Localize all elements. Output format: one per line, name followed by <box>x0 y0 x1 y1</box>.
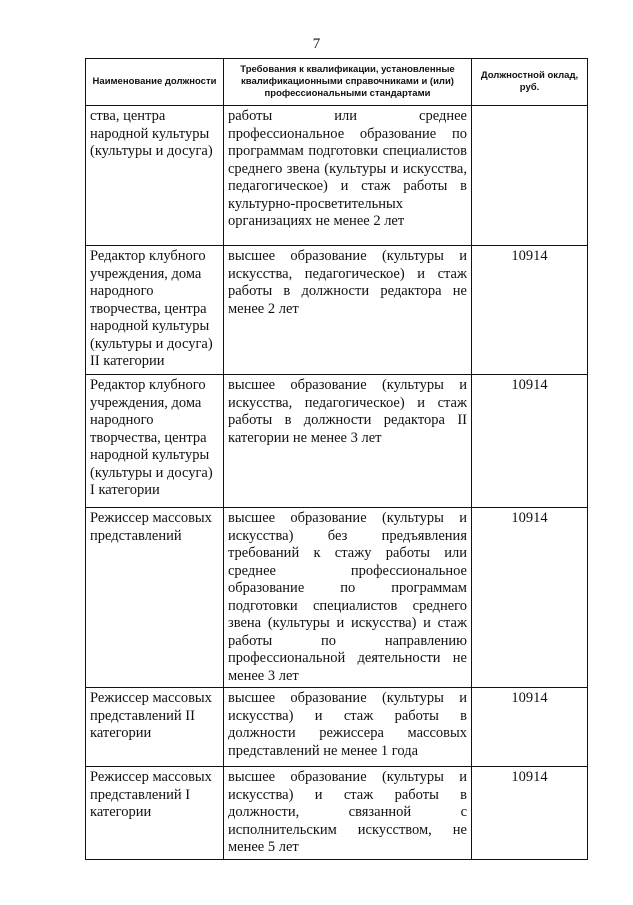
salary-cell: 10914 <box>472 508 588 688</box>
position-cell: Режиссер массовых представлений II категории <box>86 688 224 767</box>
requirements-cell: высшее образование (культуры и искусства) и стаж работы в должности, связанной с исполнительским искусством, не менее 5 лет <box>224 767 472 860</box>
requirements-cell: высшее образование (культуры и искусства) без предъявления требований к стажу работы или среднее профессиональное образование по программам подготовки специалистов среднего звена (культуры и искусства) и стаж работы по направлению профессиональной деятельности не менее 3 лет <box>224 508 472 688</box>
table-row <box>86 246 588 375</box>
salary-cell: 10914 <box>472 375 588 508</box>
table-row <box>86 767 588 860</box>
table-row <box>86 688 588 767</box>
header-position: Наименование должности <box>86 59 224 106</box>
position-cell: Редактор клубного учреждения, дома народного творчества, центра народной культуры (культуры и досуга) II категории <box>86 246 224 375</box>
position-cell: ства, центра народной культуры (культуры и досуга) <box>86 106 224 246</box>
requirements-cell: высшее образование (культуры и искусства) и стаж работы в должности режиссера массовых представлений не менее 1 года <box>224 688 472 767</box>
position-cell: Режиссер массовых представлений I категории <box>86 767 224 860</box>
position-cell: Режиссер массовых представлений <box>86 508 224 688</box>
requirements-cell: работы или среднее профессиональное образование по программам подготовки специалистов среднего звена (культуры и искусства, педагогическое) и стаж работы в культурно-просветительных организациях не менее 2 лет <box>224 106 472 246</box>
salary-cell: 10914 <box>472 246 588 375</box>
table-row <box>86 508 588 688</box>
requirements-cell: высшее образование (культуры и искусства, педагогическое) и стаж работы в должности редактора не менее 2 лет <box>224 246 472 375</box>
positions-table <box>85 58 588 860</box>
position-cell: Редактор клубного учреждения, дома народного творчества, центра народной культуры (культуры и досуга) I категории <box>86 375 224 508</box>
header-requirements: Требования к квалификации, установленные квалификационными справочниками и (или) профессиональными стандартами <box>224 59 472 106</box>
requirements-cell: высшее образование (культуры и искусства, педагогическое) и стаж работы в должности редактора II категории не менее 3 лет <box>224 375 472 508</box>
table-header-row <box>86 59 588 106</box>
salary-cell <box>472 106 588 246</box>
table-row <box>86 106 588 246</box>
table-row <box>86 375 588 508</box>
salary-cell: 10914 <box>472 688 588 767</box>
salary-cell: 10914 <box>472 767 588 860</box>
header-salary: Должностной оклад, руб. <box>472 59 588 106</box>
page-number: 7 <box>312 36 321 52</box>
